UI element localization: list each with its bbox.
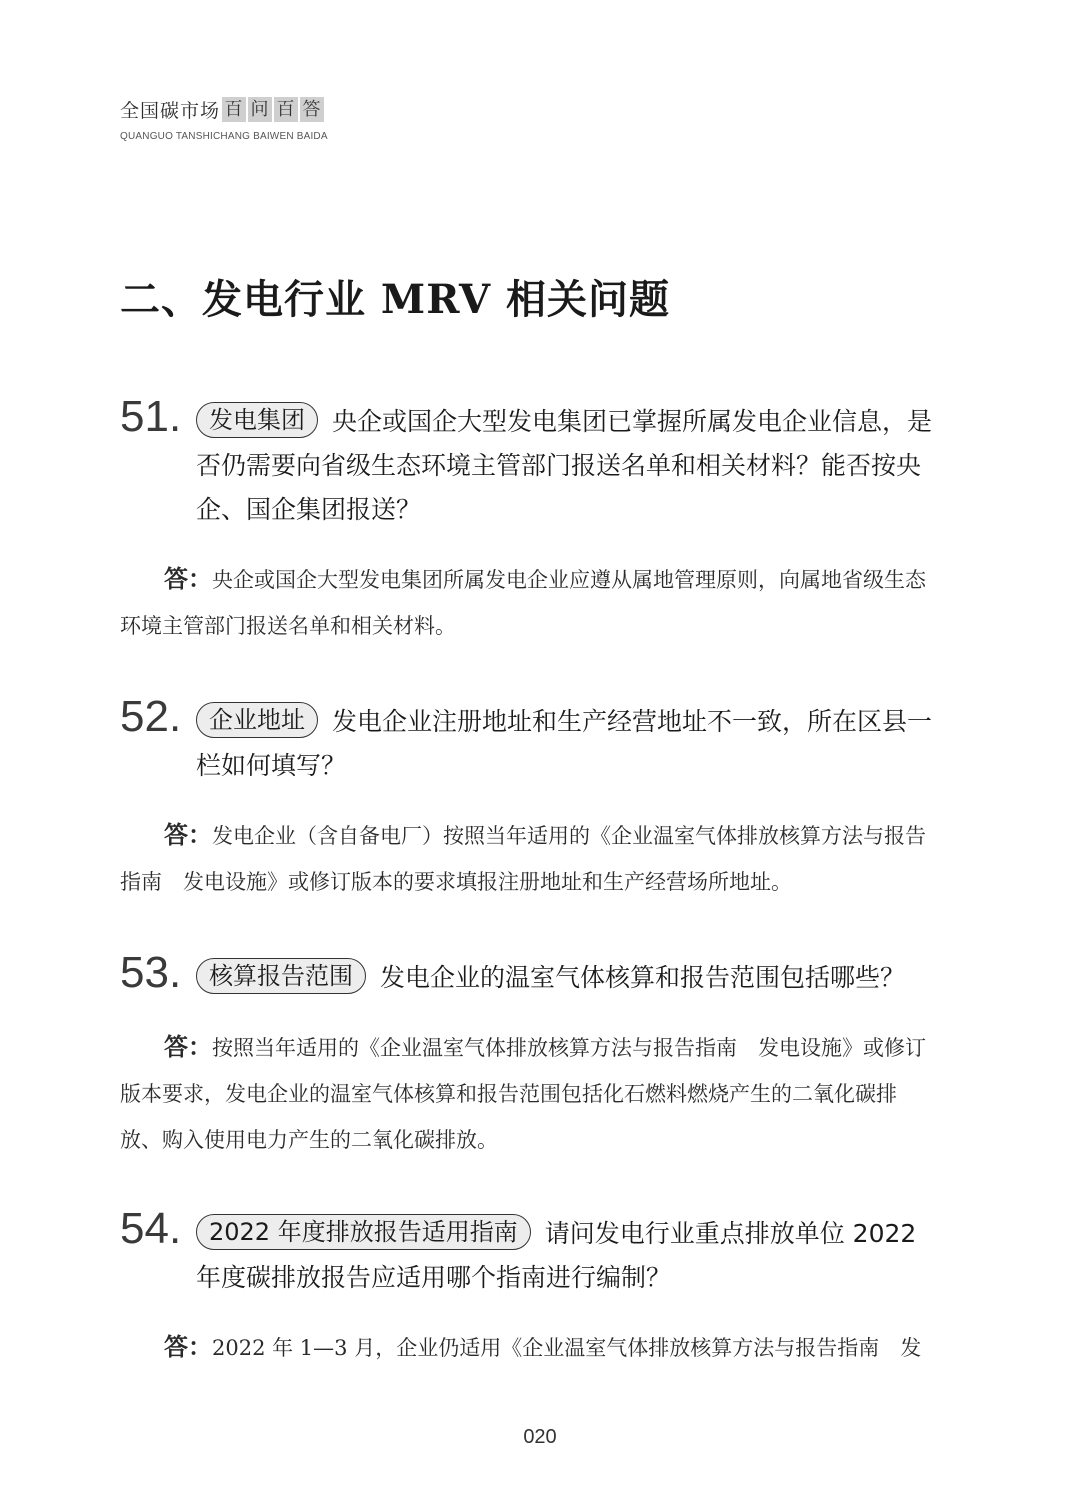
answer-label: 答： [164, 565, 212, 593]
question-body: 请问发电行业重点排放单位 2022 年度碳排放报告应适用哪个指南进行编制？ [196, 1219, 917, 1292]
running-header [120, 96, 328, 142]
page-number: 020 [523, 1426, 557, 1448]
qa-item [120, 392, 933, 649]
topic-tag: 发电集团 [196, 402, 318, 438]
question-number: 51. [120, 392, 182, 441]
answer-body: 央企或国企大型发电集团所属发电企业应遵从属地管理原则，向属地省级生态环境主管部门报送名单和相关材料。 [120, 568, 926, 638]
question [120, 1204, 932, 1300]
question-body: 发电企业注册地址和生产经营地址不一致，所在区县一栏如何填写？ [196, 707, 933, 780]
question-number: 53. [120, 948, 182, 997]
topic-tag: 企业地址 [196, 702, 318, 738]
header-title-boxed [222, 97, 326, 122]
answer [120, 1024, 932, 1163]
header-boxed-char: 百 [222, 97, 246, 122]
header-title-plain: 全国碳市场 [120, 100, 221, 122]
question [120, 692, 933, 788]
question-text [196, 700, 932, 788]
answer-body: 2022 年 1—3 月，企业仍适用《企业温室气体排放核算方法与报告指南 发 [212, 1336, 922, 1360]
header-boxed-char: 问 [248, 97, 272, 122]
answer [120, 1324, 932, 1371]
answer-body: 发电企业（含自备电厂）按照当年适用的《企业温室气体排放核算方法与报告指南 发电设施》或修订版本的要求填报注册地址和生产经营场所地址。 [120, 824, 926, 894]
qa-item [120, 948, 932, 1163]
answer-body: 按照当年适用的《企业温室气体排放核算方法与报告指南 发电设施》或修订版本要求，发电企业的温室气体核算和报告范围包括化石燃料燃烧产生的二氧化碳排放、购入使用电力产生的二氧化碳排放。 [120, 1036, 926, 1152]
question-text [196, 1212, 932, 1300]
header-boxed-char: 答 [300, 97, 324, 122]
answer [120, 812, 932, 905]
answer [120, 556, 932, 649]
qa-item [120, 692, 933, 905]
answer-label: 答： [164, 1333, 212, 1361]
question-body: 央企或国企大型发电集团已掌握所属发电企业信息，是否仍需要向省级生态环境主管部门报送名单和相关材料？能否按央企、国企集团报送？ [196, 407, 933, 524]
question-text [196, 400, 932, 532]
header-subtitle: QUANGUO TANSHICHANG BAIWEN BAIDA [120, 131, 328, 142]
question [120, 948, 932, 1000]
topic-tag: 2022 年度排放报告适用指南 [196, 1214, 531, 1250]
answer-label: 答： [164, 821, 212, 849]
answer-label: 答： [164, 1033, 212, 1061]
header-title [120, 96, 328, 123]
qa-item [120, 1204, 932, 1371]
header-boxed-char: 百 [274, 97, 298, 122]
question-number: 52. [120, 692, 182, 741]
section-title: 二、发电行业 MRV 相关问题 [120, 276, 670, 323]
question [120, 392, 933, 532]
question-number: 54. [120, 1204, 182, 1253]
question-body: 发电企业的温室气体核算和报告范围包括哪些？ [380, 963, 906, 992]
question-text [196, 956, 932, 1000]
topic-tag: 核算报告范围 [196, 958, 366, 994]
